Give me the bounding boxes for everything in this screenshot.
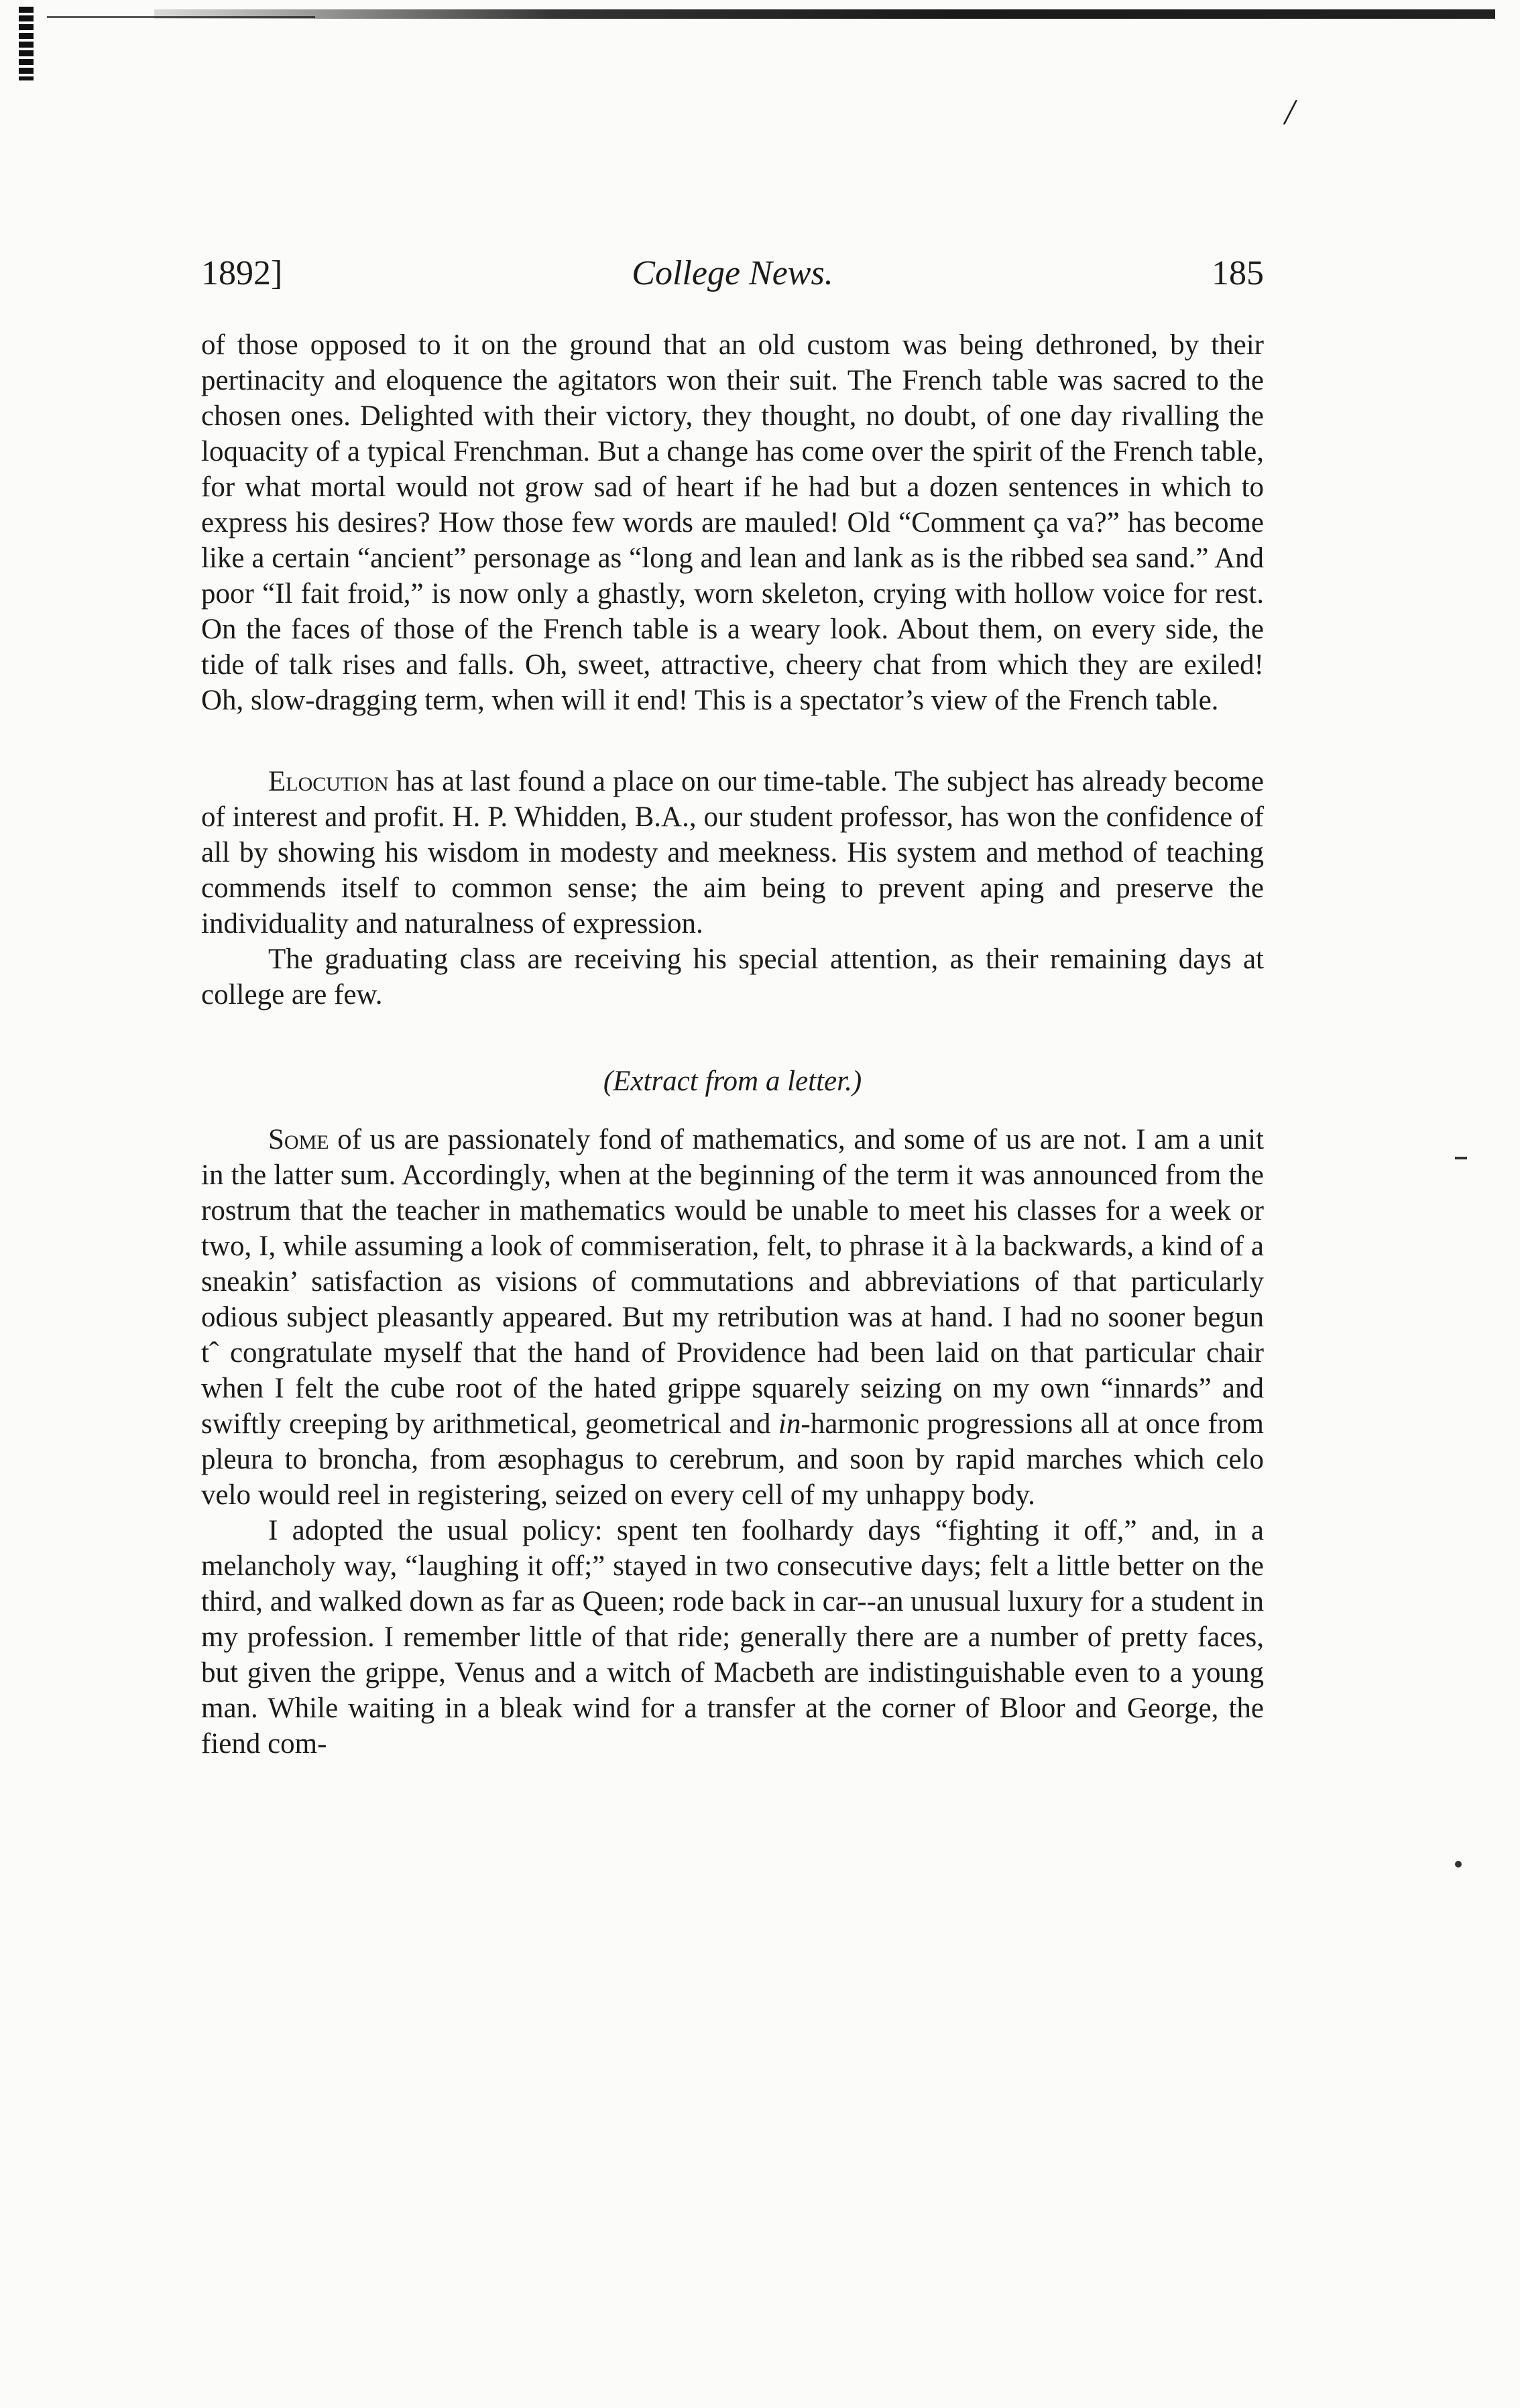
- elocution-lead: Elocution: [268, 766, 389, 797]
- margin-dash: [1455, 1157, 1467, 1159]
- paragraph-grippe: I adopted the usual policy: spent ten foolhardy days “fighting it off,” and, in a melancholy way, “laughing it off;” stayed in two consecutive days; felt a little better on the third, and walked down as far as Queen; rode back in car--an unusual luxury for a student in my profession. I remember little of that ride; generally there are a number of pretty faces, but given the grippe, Venus and a witch of Macbeth are indistinguishable even to a young man. While waiting in a bleak wind for a transfer at the corner of Bloor and George, the fiend com-: [201, 1515, 1264, 1760]
- elocution-text: has at last found a place on our time-table. The subject has already become of interest and profit. H. P. Whidden, B.A., our student professor, has won the confidence of all by showing his wisdom in modesty and meekness. His system and method of teaching commends itself to common sense; the aim being to prevent aping and preserve the individuality and naturalness of expression.: [201, 766, 1264, 939]
- paragraph-french-table: of those opposed to it on the ground that an old custom was being dethroned, by their pertinacity and eloquence the agitators won their suit. The French table was sacred to the chosen ones. Delighted with their victory, they thought, no doubt, of one day rivalling the loquacity of a typical Frenchman. But a change has come over the spirit of the French table, for what mortal would not grow sad of heart if he had but a dozen sentences in which to express his desires? How those few words are mauled! Old “Comment ça va?” has become like a certain “ancient” personage as “long and lean and lank as is the ribbed sea sand.” And poor “Il fait froid,” is now only a ghastly, worn skeleton, crying with hollow voice for rest. On the faces of those of the French table is a weary look. About them, on every side, the tide of talk rises and falls. Oh, sweet, attractive, cheery chat from which they are exiled! Oh, slow-dragging term, when will it end! This is a spectator’s view of the French table.: [201, 329, 1264, 716]
- mathematics-italic: in: [778, 1408, 801, 1440]
- page-number: 185: [1212, 254, 1264, 292]
- mathematics-text-a: of us are passionately fond of mathematics, and some of us are not. I am a unit in the latter sum. Accordingly, when at the beginning of the term it was announced from the rostrum that the teacher in mathematics would be unable to meet his classes for a week or two, I, while assuming a look of commiseration, felt, to phrase it à la backwards, a kind of a sneakin’ satisfaction as visions of commutations and abbreviations of that particularly odious subject pleasantly appeared. But my retribution was at hand. I had no sooner begun tˆ congratulate myself that the hand of Providence had been laid on that particular chair when I felt the cube root of the hated grippe squarely seizing on my own “innards” and swiftly creeping by arithmetical, geometrical and: [201, 1124, 1264, 1440]
- top-scan-rule: [154, 9, 1495, 19]
- margin-dash: [1455, 1861, 1462, 1868]
- section-caption: (Extract from a letter.): [603, 1066, 862, 1097]
- article-body: [201, 327, 1264, 1762]
- paragraph-elocution: [201, 764, 1264, 941]
- header-year: 1892]: [201, 254, 283, 292]
- paragraph-graduating-class: The graduating class are receiving his special attention, as their remaining days at college are few.: [201, 943, 1264, 1011]
- paragraph-mathematics: [201, 1122, 1264, 1513]
- corner-mark: /: [1285, 92, 1295, 132]
- mathematics-lead: Some: [268, 1124, 329, 1155]
- mathematics-text-b: -harmonic progressions all at once from pleura to broncha, from æsophagus to cerebrum, and soon by rapid marches which celo velo would reel in registering, seized on every cell of my unhappy body.: [201, 1408, 1264, 1511]
- journal-title: College News.: [632, 254, 833, 292]
- binding-edge-mark: [19, 7, 34, 80]
- running-header: [201, 253, 1264, 307]
